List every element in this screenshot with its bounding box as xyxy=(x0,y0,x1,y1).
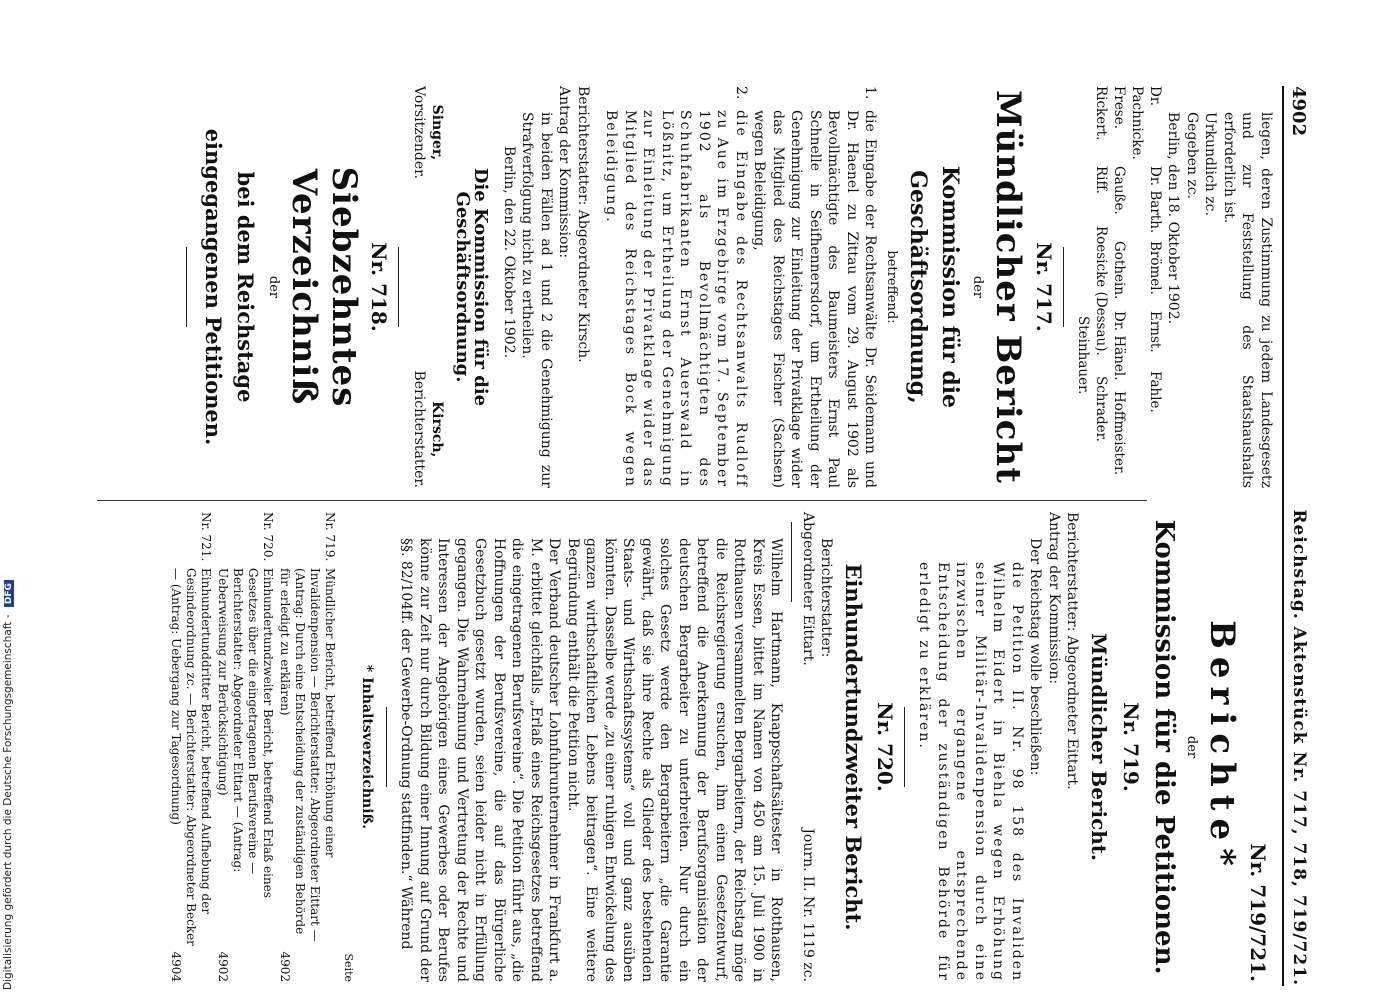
signature-role: Vorsitzender. xyxy=(411,86,427,179)
der-label: der xyxy=(266,275,281,299)
names-row xyxy=(1092,86,1110,488)
header-rule xyxy=(1282,86,1284,986)
toc-text: Einhundertunddritter Bericht, betreffend Aufhebung der Gesindeordnung zc. — Berichterstatter: Abgeordneter Becker — (Antrag: Uebergang zur Tagesordnung) xyxy=(169,568,213,946)
commission-signature: Die Kommission für die Geschäftsordnung. xyxy=(452,167,492,407)
name: Ernst. xyxy=(1147,311,1163,353)
divider xyxy=(386,707,387,787)
antrag-label: Antrag der Kommission: xyxy=(1046,512,1062,685)
name: Fahle. xyxy=(1147,371,1163,413)
name: Roesicke (Dessau). xyxy=(1093,226,1109,356)
name: Gothein. xyxy=(1111,241,1127,300)
left-column xyxy=(177,86,1276,488)
report-720-title: Einhundertundzweiter Bericht. xyxy=(841,563,867,931)
signature-name: Kirsch, xyxy=(429,401,446,458)
item-text: die Eingabe der Rechtsanwälte Dr. Seidemann und Dr. Haenel zu Zittau vom 29. August 1902 als Bevollmächtigte des Baumeisters Ernst Paul Schnelle in Seifhennersdorf, um Ertheilung der Genehmigung zur Einleitung der Privatklage wider das Mitglied des Reichstages Fischer (Sachsen) wegen Beleidigung, xyxy=(751,110,879,488)
toc-item xyxy=(215,512,275,982)
name: Dr. Pachnicke. xyxy=(1129,86,1163,160)
journal-number: Journ. II. Nr. 1119 zc. xyxy=(800,828,816,982)
name: Schrader. xyxy=(1093,376,1109,442)
berichte-title: Berichte* xyxy=(1202,620,1243,874)
toc-page-label: Seite xyxy=(342,953,356,982)
name: Gauße. xyxy=(1111,166,1127,215)
divider xyxy=(792,522,793,602)
names-row xyxy=(1110,86,1128,488)
toc-number: Nr. 720. xyxy=(261,512,275,562)
page-number: 4902 xyxy=(1288,86,1309,137)
name: Frese. xyxy=(1111,86,1127,130)
signatory-names xyxy=(1074,86,1164,488)
antrag-text: die Petition II. Nr. 98 158 des Invaliden Wilhelm Eidert in Biehla wegen Erhöhung seiner Militär-Invalidenpension durch eine inzwischen ergangene entsprechende Entscheidung der zuständigen Behörde für erledigt zu erklären. xyxy=(916,562,1025,982)
toc-number: Nr. 719. xyxy=(323,512,337,562)
toc-text: Mündlicher Bericht, betreffend Erhöhung einer Invalidenpension — Berichterstatter: Abgeordneter Eittart — (Antrag: Durch eine Entscheidung der zuständigen Behörde für erledigt zu erklären) xyxy=(278,568,337,942)
document-number-718: Nr. 718. xyxy=(367,242,392,332)
urkundlich-line: Urkundlich zc. xyxy=(1202,112,1219,216)
right-column xyxy=(168,512,1275,982)
dfg-logo: DFG xyxy=(4,580,14,607)
document-number-719: Nr. 719. xyxy=(1119,702,1143,792)
names-row xyxy=(1074,86,1092,488)
divider xyxy=(904,707,905,787)
antrag-text: in beiden Fällen ad 1 und 2 die Genehmigung zur Strafverfolgung nicht zu ertheilen. xyxy=(519,112,554,488)
toc-item xyxy=(277,512,337,982)
verzeichnis-title: Siebzehntes Verzeichniß xyxy=(284,166,364,408)
betreffend-label: betreffend: xyxy=(884,250,899,324)
column-divider xyxy=(97,500,1147,501)
report-719-title: Mündlicher Bericht. xyxy=(1087,632,1112,862)
body-paragraph: Wilhelm Hartmann, Knappschaftsältester in Rotthausen, Kreis Essen, bittet im Namen von 450 am 15. Juli 1900 in Rotthausen versammelten Bergarbeitern, der Reichstag möge die Reichsregierung ersuchen, ihm einen Gesetzentwurf, betreffend die Anerkennung der Berufsorganisation der deutschen Bergarbeiter zu unterbreiten. Nur durch ein solches Gesetz werde den Bergarbeitern „die Garantie gewährt, daß sie ihre Rechte als Glieder des bestehenden Staats- und Wirthschaftssystems“ voll und ganz ausüben könnten. Dasselbe werde „zu einer ruhigen Entwickelung des ganzen wirthschaftlichen Lebens beitragen“. Eine weitere Begründung enthält die Petition nicht. xyxy=(565,538,785,982)
running-head: Reichstag. Aktenstück Nr. 717, 718, 719/721. xyxy=(1289,509,1309,986)
item-number: 2. xyxy=(733,86,749,100)
toc-page: 4902 xyxy=(278,951,292,982)
reporter-name: Abgeordneter Eittart. xyxy=(800,512,816,666)
name: Hoffmeister. xyxy=(1111,391,1127,476)
credit-text: Digitalisierung gefördert durch die Deutsche Forschungsgemeinschaft - xyxy=(2,614,14,990)
names-row xyxy=(1128,86,1164,488)
toc-item xyxy=(168,512,213,982)
date-line: Berlin, den 22. Oktober 1902. xyxy=(501,146,517,359)
name: Rickert. xyxy=(1093,86,1109,141)
toc-text: Einhundertundzweiter Bericht, betreffend Erlaß eines Gesetzes über die eingetragenen Berufsvereine — Berichterstatter: Abgeordneter Eittart — (Antrag: Ueberweisung zur Berücksichtigung) xyxy=(216,568,275,898)
item-number: 1. xyxy=(862,86,879,100)
der-label: der xyxy=(970,275,986,299)
date-line: Berlin, den 18. Oktober 1902. xyxy=(1165,112,1182,325)
document-number-719-721: Nr. 719/721. xyxy=(1246,843,1270,982)
body-paragraph: Der Verband deutscher Lohnfuhrunternehmer in Frankfurt a. M. erbittet gleichfalls „Erlaß eines Reichsgesetzes betreffend die eingetragenen Berufsvereine“. Die Petition führt aus, „die Hoffnungen der Berufsvereine, die auf das Bürgerliche Gesetzbuch gesetzt wurden, seien leider nicht in Erfüllung gegangen. Die Wahrnehmung und Vertretung der Rechte und Interessen der Angehörigen eines Gewerbes oder Berufes könne zur Zeit nur durch Bildung einer Innung auf Grund der §§. 82/104ff. der Gewerbe-Ordnung stattfinden.“ Während xyxy=(398,538,563,982)
reporter-block xyxy=(799,512,836,666)
petition-item xyxy=(602,86,750,488)
report-720-meta xyxy=(799,512,836,982)
intro-text: liegen, deren Zustimmung zu jedem Landesgesetz und zur Feststellung des Staatshaushalts erforderlich ist. xyxy=(1221,112,1274,488)
reporter-signature xyxy=(410,370,447,488)
antrag-intro: Der Reichstag wolle beschließen: xyxy=(1027,538,1044,776)
signature-name: Singer, xyxy=(429,104,446,161)
chair-signature xyxy=(410,86,447,179)
divider xyxy=(187,247,188,327)
document-number-720: Nr. 720. xyxy=(873,702,897,792)
name xyxy=(1074,86,1092,316)
petitions-title: bei dem Reichstage eingegangenen Petitionen. xyxy=(201,128,259,446)
name: Brömel. xyxy=(1147,241,1163,295)
gegeben-line: Gegeben zc. xyxy=(1184,112,1200,200)
antrag-label: Antrag der Kommission: xyxy=(556,86,573,259)
signatures xyxy=(410,86,447,488)
report-title: Mündlicher Bericht xyxy=(988,90,1029,484)
reporter-label: Berichterstatter: xyxy=(818,538,835,658)
signature-role: Berichterstatter. xyxy=(411,370,427,488)
petition-item xyxy=(750,86,880,488)
reporter-line: Berichterstatter: Abgeordneter Kirsch. xyxy=(575,86,591,363)
document-number-717: Nr. 717. xyxy=(1032,242,1056,332)
commission-title: Kommission für die Geschäftsordnung, xyxy=(905,165,963,409)
toc-page: 4902 xyxy=(216,951,230,982)
page-header xyxy=(1285,86,1309,986)
divider xyxy=(1063,247,1064,327)
item-text: die Eingabe des Rechtsanwalts Rudloff zu Aue im Erzgebirge vom 17. September 1902 als Bevollmächtigten des Schuhfabrikanten Ernst Auerswald in Lößnitz, um Ertheilung der Genehmigung zur Einleitung der Privatklage wider das Mitglied des Reichstages Bock wegen Beleidigung. xyxy=(603,110,749,488)
toc-page: 4904 xyxy=(169,951,183,982)
divider xyxy=(399,247,400,327)
name: Dr. Hänel. xyxy=(1111,311,1127,381)
name: Riff. xyxy=(1093,166,1109,194)
reporter-line: Berichterstatter: Abgeordneter Eittart. xyxy=(1064,512,1081,790)
commission-title: Kommission für die Petitionen. xyxy=(1149,519,1179,975)
der-label: der xyxy=(1184,735,1200,759)
name: Dr. Barth. xyxy=(1147,166,1163,234)
name: Steinhauer. xyxy=(1075,316,1091,395)
toc-title: * Inhaltsverzeichniß. xyxy=(359,664,375,830)
toc-number: Nr. 721. xyxy=(199,512,213,562)
